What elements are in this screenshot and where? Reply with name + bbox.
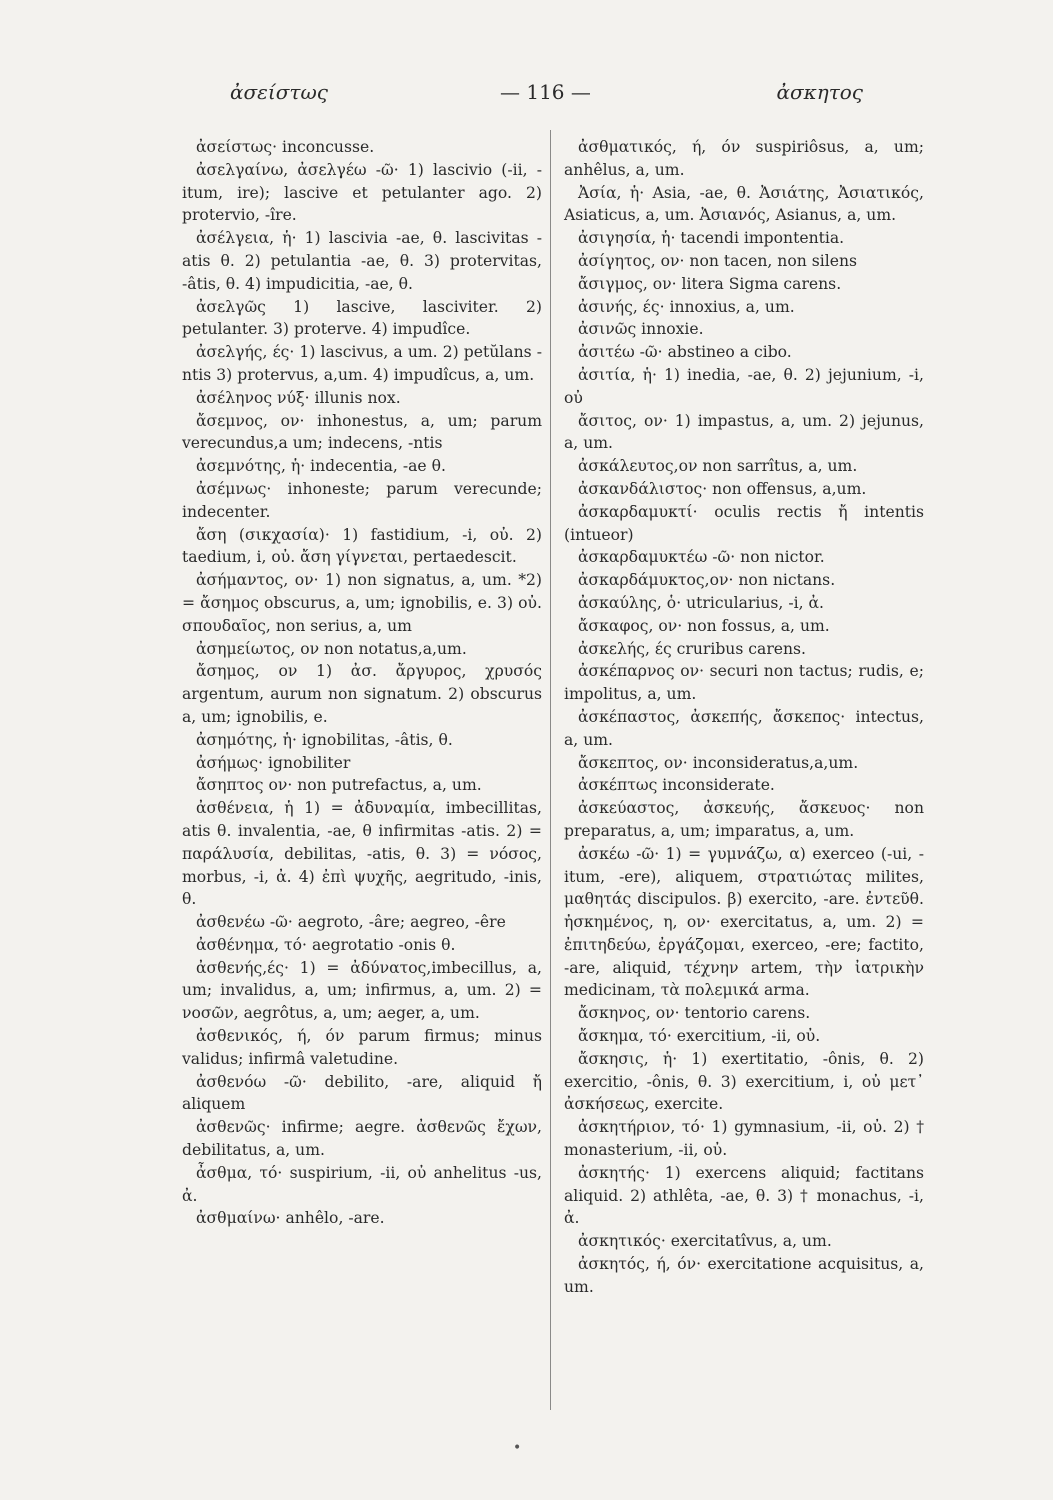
right-column xyxy=(564,136,924,1299)
page-header xyxy=(190,80,893,110)
dictionary-entry: ἄσιγμος, ον· litera Sigma carens. xyxy=(578,274,842,293)
dictionary-entry: ἄσηπτος ον· non putrefactus, a, um. xyxy=(196,776,482,795)
dictionary-entry: ἀσκητήριον, τό· 1) gymnasium, -ii, οὐ. 2) † monasterium, -ii, οὐ. xyxy=(564,1118,924,1160)
header-first-word: ἀσείστως xyxy=(230,80,328,104)
dictionary-entry: ἄσκεπτος, ον· inconsideratus,a,um. xyxy=(578,753,859,772)
dictionary-entry: ἀσκέπτως inconsiderate. xyxy=(578,776,775,795)
dictionary-entry: ἀσινής, ές· innoxius, a, um. xyxy=(578,297,795,316)
dictionary-entry: ἀσήμαντος, ον· 1) non signatus, a, um. *2) = ἄσημος obscurus, a, um; ignobilis, e. 3) οὐ. σπουδαῖος, non serius, a, um xyxy=(182,571,542,635)
dictionary-entry: Ἀσία, ἡ· Asia, -ae, θ. Ἀσιάτης, Ἀσιατικός, Asiaticus, a, um. Ἀσιανός, Asianus, a, um. xyxy=(564,183,924,225)
dictionary-entry: ἀσθενῶς· infirme; aegre. ἀσθενῶς ἔχων, debilitatus, a, um. xyxy=(182,1118,542,1160)
dictionary-entry: ἀσείστως· inconcusse. xyxy=(196,138,375,156)
dictionary-entry: ἀσθένημα, τό· aegrotatio -onis θ. xyxy=(196,935,456,954)
dictionary-entry: ἀσιτέω -ῶ· abstineo a cibo. xyxy=(578,343,792,362)
dictionary-entry: ἀσθμαίνω· anhêlo, -are. xyxy=(196,1209,385,1228)
dictionary-entry: ἀσκελής, ές cruribus carens. xyxy=(578,639,807,658)
dictionary-entry: ἀσκαύλης, ὁ· utricularius, -i, ἀ. xyxy=(578,593,824,612)
dictionary-entry: ἄσκημα, τό· exercitium, -ii, οὐ. xyxy=(578,1027,821,1046)
dictionary-entry: ἀσκέω -ῶ· 1) = γυμνάζω, α) exerceo (-ui, -itum, -ere), aliquem, στρατιώτας milites, μαθητάς discipulos. β) exercito, -are. ἐντεῦθ. ἠσκημένος, η, ον· exercitatus, a, um. 2) = ἐπιτηδεύω, ἐργάζομαι, exerceo, -ere; factito, -are, aliquid, τέχνην artem, τὴν ἰατρικὴν medicinam, τὰ πολεμικά arma. xyxy=(564,844,924,1000)
dictionary-entry: ἀσιτία, ἡ· 1) inedia, -ae, θ. 2) jejunium, -i, οὐ xyxy=(564,365,924,407)
dictionary-entry: ἀσέλγεια, ἡ· 1) lascivia -ae, θ. lascivitas -atis θ. 2) petulantia -ae, θ. 3) protervitas, -âtis, θ. 4) impudicitia, -ae, θ. xyxy=(182,229,542,293)
dictionary-entry: ἀσθενόω -ῶ· debilito, -are, aliquid ἤ aliquem xyxy=(182,1072,542,1114)
dictionary-entry: ἀσκέπαρνος ον· securi non tactus; rudis, e; impolitus, a, um. xyxy=(564,662,924,704)
dictionary-entry: ἀσθενής,ές· 1) = ἀδύνατος,imbecillus, a, um; invalidus, a, um; infirmus, a, um. 2) = νοσῶν, aegrôtus, a, um; aeger, a, um. xyxy=(182,958,542,1023)
dictionary-entry: ἀσκανδάλιστος· non offensus, a,um. xyxy=(578,479,867,498)
dictionary-entry: ἄσημος, ον 1) ἀσ. ἄργυρος, χρυσός argentum, aurum non signatum. 2) obscurus a, um; ignobilis, e. xyxy=(182,662,542,726)
dictionary-entry: ἀσιγησία, ἡ· tacendi impontentia. xyxy=(578,229,845,248)
dictionary-entry: ἀσεμνότης, ἡ· indecentia, -ae θ. xyxy=(196,457,446,476)
dictionary-entry: ἄσεμνος, ον· inhonestus, a, um; parum verecundus,a um; indecens, -ntis xyxy=(182,411,542,453)
dictionary-entry: ἀσθενέω -ῶ· aegroto, -âre; aegreo, -êre xyxy=(196,913,506,932)
dictionary-entry: ἀσκητής· 1) exercens aliquid; factitans aliquid. 2) athlêta, -ae, θ. 3) † monachus, -i, ἀ. xyxy=(564,1163,924,1228)
dictionary-entry: ἄσκησις, ἡ· 1) exertitatio, -ônis, θ. 2) exercitio, -ônis, θ. 3) exercitium, i, οὐ μετ᾽ ἀσκήσεως, exercite. xyxy=(564,1049,924,1114)
dictionary-entry: ἀσήμως· ignobiliter xyxy=(196,753,351,772)
dictionary-entry: ἀσημείωτος, ον non notatus,a,um. xyxy=(196,639,467,658)
dictionary-entry: ἄσιτος, ον· 1) impastus, a, um. 2) jejunus, a, um. xyxy=(564,411,924,453)
dictionary-entry: ἀσημότης, ἡ· ignobilitas, -âtis, θ. xyxy=(196,730,453,749)
dictionary-entry: ἀσκέπαστος, ἀσκεπής, ἄσκεπος· intectus, a, um. xyxy=(564,707,924,749)
dictionary-entry: ἀσκαρδαμυκτί· oculis rectis ἤ intentis (intueor) xyxy=(564,502,924,544)
dictionary-entry: ἄσκηνος, ον· tentorio carens. xyxy=(578,1004,811,1023)
dictionary-entry: ἀσκητικός· exercitatîvus, a, um. xyxy=(578,1232,832,1251)
dictionary-entry: ἀσθματικός, ή, όν suspiriôsus, a, um; anhêlus, a, um. xyxy=(564,138,924,179)
dictionary-entry: ἄσκαφος, ον· non fossus, a, um. xyxy=(578,616,830,635)
dictionary-entry: ἀσθενικός, ή, όν parum firmus; minus validus; infirmâ valetudine. xyxy=(182,1027,542,1068)
column-divider xyxy=(550,130,551,1410)
dictionary-entry: ἄση (σικχασία)· 1) fastidium, -i, οὐ. 2) taedium, i, οὐ. ἄση γίγνεται, pertaedescit. xyxy=(182,525,542,567)
dictionary-entry: ἀσελγής, ές· 1) lascivus, a um. 2) petŭlans -ntis 3) protervus, a,um. 4) impudîcus, a, um. xyxy=(182,343,542,384)
dictionary-entry: ἀσελγαίνω, ἀσελγέω -ῶ· 1) lascivio (-ii, -itum, ire); lascive et petulanter ago. 2) protervio, -îre. xyxy=(182,160,542,225)
dictionary-entry: ἀσκητός, ή, όν· exercitatione acquisitus, a, um. xyxy=(564,1255,924,1296)
header-last-word: ἀσκητος xyxy=(776,80,863,104)
dictionary-entry: ἀσκαρδάμυκτος,ον· non nictans. xyxy=(578,571,836,590)
page-number: — 116 — xyxy=(500,80,591,104)
dictionary-entry: ἀσκάλευτος,ον non sarrîtus, a, um. xyxy=(578,457,858,476)
dictionary-entry: ἀσίγητος, ον· non tacen, non silens xyxy=(578,251,857,270)
dictionary-entry: ἀσκαρδαμυκτέω -ῶ· non nictor. xyxy=(578,548,825,567)
dictionary-entry: ἀσελγῶς 1) lascive, lasciviter. 2) petulanter. 3) proterve. 4) impudîce. xyxy=(182,297,542,339)
left-column xyxy=(182,136,542,1230)
dictionary-entry: ἀσκεύαστος, ἀσκευής, ἄσκευος· non preparatus, a, um; imparatus, a, um. xyxy=(564,799,924,840)
dictionary-entry: ἀσθένεια, ἡ 1) = ἀδυναμία, imbecillitas, atis θ. invalentia, -ae, θ infirmitas -atis. 2) = παράλυσία, debilitas, -atis, θ. 3) = νόσος, morbus, -i, ἀ. 4) ἐπὶ ψυχῆς, aegritudo, -inis, θ. xyxy=(182,799,542,909)
dictionary-entry: ἀσέληνος νύξ· illunis nox. xyxy=(196,388,401,407)
dictionary-entry: ἀσινῶς innoxie. xyxy=(578,320,704,339)
bottom-mark: • xyxy=(513,1440,522,1456)
dictionary-entry: ἆσθμα, τό· suspirium, -ii, οὐ anhelitus -us, ἀ. xyxy=(182,1163,542,1205)
dictionary-entry: ἀσέμνως· inhoneste; parum verecunde; indecenter. xyxy=(182,479,542,521)
